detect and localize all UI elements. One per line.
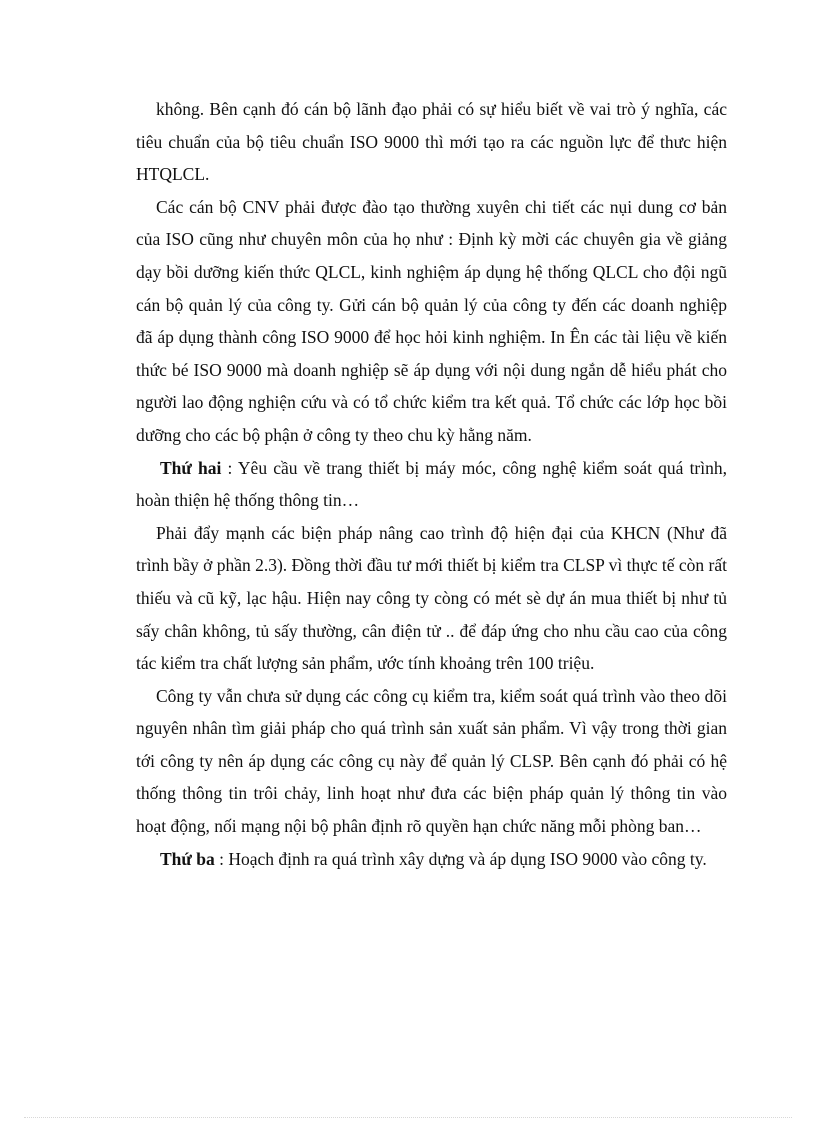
paragraph-thu-hai-text: : Yêu cầu về trang thiết bị máy móc, công nghệ kiểm soát quá trình, hoàn thiện hệ thống thông tin…	[136, 457, 727, 511]
section-label-thu-ba: Thứ ba	[160, 848, 215, 869]
paragraph-2	[136, 191, 727, 452]
paragraph-4-text: Phải đẩy mạnh các biện pháp nâng cao trình độ hiện đại của KHCN (Như đã trình bầy ở phần 2.3). Đồng thời đầu tư mới thiết bị kiểm tra CLSP vì thực tế còn rất thiếu và cũ kỹ, lạc hậu. Hiện nay công ty còng có mét sè dự án mua thiết bị như tủ sấy chân không, tủ sấy thường, cân điện tử .. để đáp ứng cho nhu cầu cao của công tác kiểm tra chất lượng sản phẩm, ước tính khoảng trên 100 triệu.	[136, 522, 727, 674]
paragraph-1-text: không. Bên cạnh đó cán bộ lãnh đạo phải có sự hiểu biết về vai trò ý nghĩa, các tiêu chuẩn của bộ tiêu chuẩn ISO 9000 thì mới tạo ra các nguồn lực để thưc hiện HTQLCL.	[136, 99, 727, 185]
paragraph-thu-ba-text: : Hoạch định ra quá trình xây dựng và áp dụng ISO 9000 vào công ty.	[214, 848, 707, 869]
paragraph-5-text: Công ty vẫn chưa sử dụng các công cụ kiểm tra, kiểm soát quá trình vào theo dõi nguyên nhân tìm giải pháp cho quá trình sản xuất sản phẩm. Vì vậy trong thời gian tới công ty nên áp dụng các công cụ này để quản lý CLSP. Bên cạnh đó phải có hệ thống thông tin trôi chảy, linh hoạt như đưa các biện pháp quản lý thông tin vào hoạt động, nối mạng nội bộ phân định rõ quyền hạn chức năng mỗi phòng ban…	[136, 685, 727, 837]
document-body	[136, 93, 727, 875]
paragraph-1	[136, 93, 727, 191]
paragraph-thu-ba	[136, 843, 727, 876]
section-label-thu-hai: Thứ hai	[160, 457, 222, 478]
paragraph-thu-hai	[136, 452, 727, 517]
paragraph-2-text: Các cán bộ CNV phải được đào tạo thường xuyên chi tiết các nụi dung cơ bản của ISO cũng như chuyên môn của họ như : Định kỳ mời các chuyên gia về giảng dạy bồi dưỡng kiến thức QLCL, kinh nghiệm áp dụng hệ thống QLCL cho đội ngũ cán bộ quản lý của công ty. Gửi cán bộ quản lý của công ty đến các doanh nghiệp đã áp dụng thành công ISO 9000 để học hỏi kinh nghiệm. In Ên các tài liệu về kiến thức bé ISO 9000 mà doanh nghiệp sẽ áp dụng với nội dung ngắn dễ hiểu phát cho người lao động nghiện cứu và có tổ chức kiểm tra kết quả. Tổ chức các lớp học bồi dưỡng cho các bộ phận ở công ty theo chu kỳ hằng năm.	[136, 196, 727, 445]
paragraph-5	[136, 680, 727, 843]
page-bottom-divider	[24, 1117, 792, 1118]
paragraph-4	[136, 517, 727, 680]
